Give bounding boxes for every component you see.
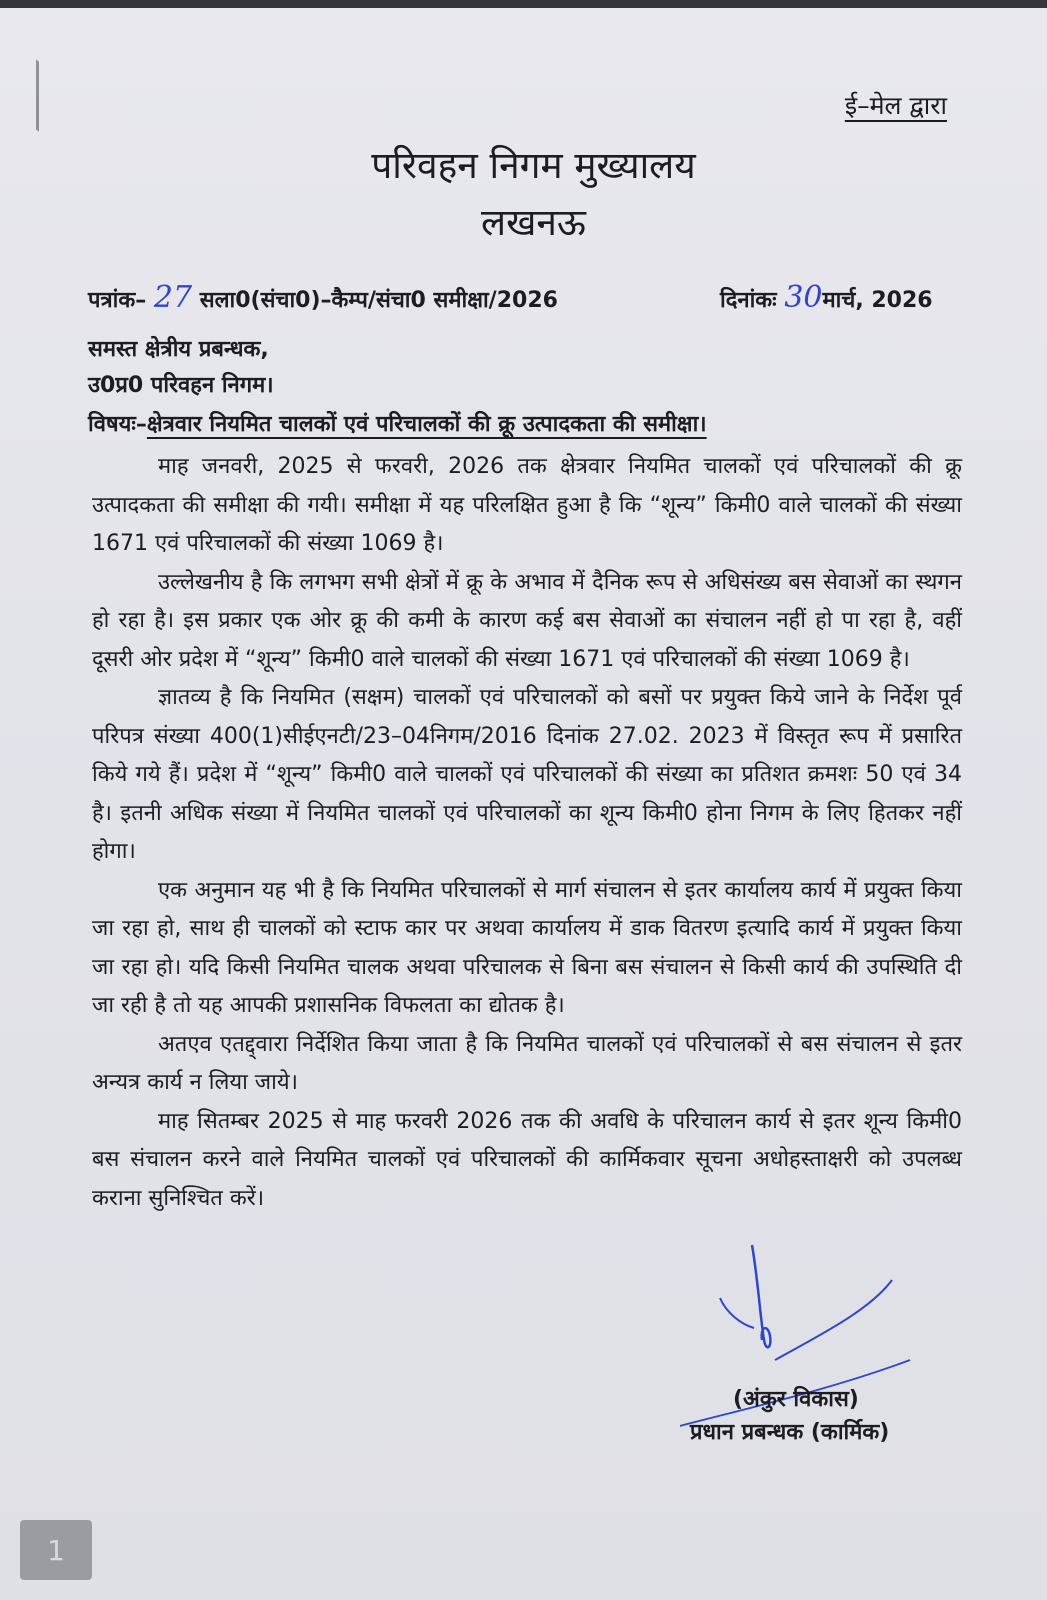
email-tag: ई–मेल द्वारा	[844, 91, 947, 120]
city-heading: लखनऊ	[481, 201, 586, 244]
letter-body	[92, 448, 962, 1218]
org-heading: परिवहन निगम मुख्यालय	[371, 144, 696, 187]
reference-label: पत्रांक–	[88, 288, 147, 313]
paragraph: एक अनुमान यह भी है कि नियमित परिचालकों से मार्ग संचालन से इतर कार्यालय कार्य में प्रयुक्त किया जा रहा हो, साथ ही चालकों को स्टाफ कार पर अथवा कार्यालय में डाक वितरण इत्यादि कार्य में प्रयुक्त किया जा रहा हो। यदि किसी नियमित चालक अथवा परिचालक से बिना बस संचालन से किसी कार्य की उपस्थिति दी जा रही है तो यह आपकी प्रशासनिक विफलता का द्योतक है।	[92, 877, 962, 1018]
reference-number: 27	[153, 280, 193, 315]
page-indicator[interactable]: 1	[20, 1520, 92, 1580]
date-day: 30	[784, 280, 823, 315]
reference-line	[88, 280, 558, 315]
paragraph: उल्लेखनीय है कि लगभग सभी क्षेत्रों में क्रू के अभाव में दैनिक रूप से अधिसंख्य बस सेवाओं का स्थगन हो रहा है। इस प्रकार एक ओर क्रू की कमी के कारण कई बस सेवाओं का संचालन नहीं हो पा रहा है, वहीं दूसरी ओर प्रदेश में “शून्य” किमी0 वाले चालकों की संख्या 1671 एवं परिचालकों की संख्या 1069 है।	[92, 569, 962, 672]
paragraph: माह सितम्बर 2025 से माह फरवरी 2026 तक की अवधि के परिचालन कार्य से इतर शून्य किमी0 बस संचालन करने वाले नियमित चालकों एवं परिचालकों की कार्मिकवार सूचना अधोहस्ताक्षरी को उपलब्ध कराना सुनिश्चित करें।	[92, 1108, 962, 1211]
top-bar	[0, 0, 1047, 8]
addressee-line-1: समस्त क्षेत्रीय प्रबन्धक,	[88, 337, 269, 362]
addressee-line-2: उ0प्र0 परिवहन निगम।	[88, 373, 274, 398]
paper-clip-mark	[0, 34, 39, 131]
subject-text: क्षेत्रवार नियमित चालकों एवं परिचालकों की क्रू उत्पादकता की समीक्षा।	[146, 412, 707, 437]
signatory-title: प्रधान प्रबन्धक (कार्मिक)	[690, 1420, 890, 1445]
reference-code: सला0(संचा0)–कैम्प/संचा0 समीक्षा/2026	[199, 288, 558, 313]
subject-label: विषयः–	[88, 412, 147, 437]
paragraph: माह जनवरी, 2025 से फरवरी, 2026 तक क्षेत्रवार नियमित चालकों एवं परिचालकों की क्रू उत्पादकता की समीक्षा की गयी। समीक्षा में यह परिलक्षित हुआ है कि “शून्य” किमी0 वाले चालकों की संख्या 1671 एवं परिचालकों की संख्या 1069 है।	[92, 454, 962, 556]
signatory-name: (अंकुर विकास)	[733, 1387, 859, 1412]
paragraph: अतएव एतद्द्वारा निर्देशित किया जाता है कि नियमित चालकों एवं परिचालकों से बस संचालन से इतर अन्यत्र कार्य न लिया जाये।	[92, 1031, 962, 1095]
date-line	[720, 280, 933, 315]
date-rest: मार्च, 2026	[822, 288, 933, 313]
date-label: दिनांकः	[720, 288, 777, 313]
subject-line	[88, 408, 707, 438]
paragraph: ज्ञातव्य है कि नियमित (सक्षम) चालकों एवं परिचालकों को बसों पर प्रयुक्त किये जाने के निर्देश पूर्व परिपत्र संख्या 400(1)सीईएनटी/23–04निगम/2016 दिनांक 27.02. 2023 में विस्तृत रूप में प्रसारित किये गये हैं। प्रदेश में “शून्य” किमी0 वाले चालकों एवं परिचालकों की संख्या का प्रतिशत क्रमशः 50 एवं 34 है। इतनी अधिक संख्या में नियमित चालकों एवं परिचालकों का शून्य किमी0 होना निगम के लिए हितकर नहीं होगा।	[92, 685, 962, 864]
